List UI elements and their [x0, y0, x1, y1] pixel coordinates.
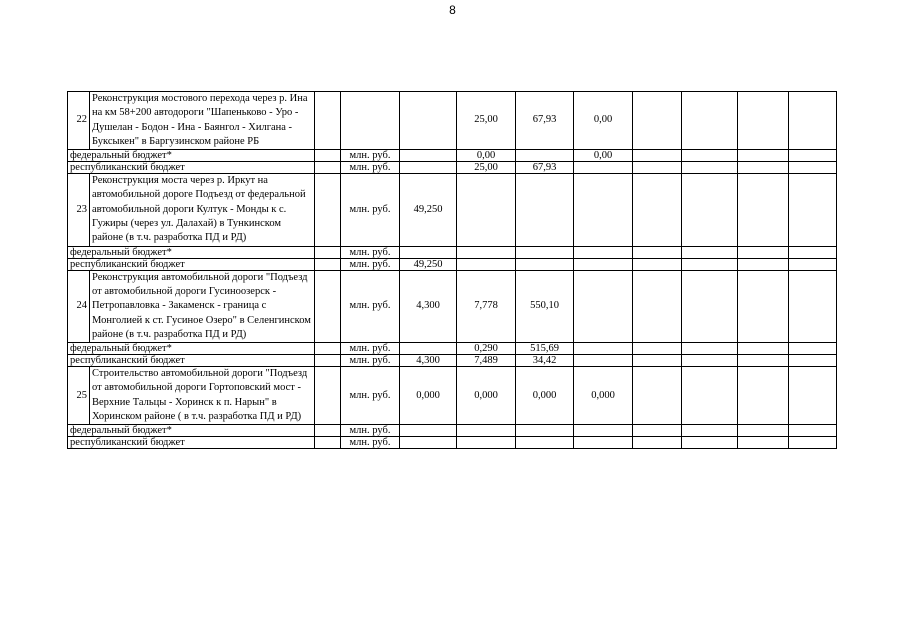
unit-cell: млн. руб.: [341, 343, 400, 355]
value-cell-4: [574, 343, 633, 355]
empty-cell: [682, 246, 738, 258]
empty-cell: [633, 258, 682, 270]
empty-cell: [789, 92, 837, 150]
empty-cell: [682, 174, 738, 246]
empty-cell: [633, 162, 682, 174]
empty-cell: [315, 162, 341, 174]
empty-cell: [682, 425, 738, 437]
empty-cell: [315, 270, 341, 342]
empty-cell: [315, 425, 341, 437]
unit-cell: млн. руб.: [341, 162, 400, 174]
value-cell-1: 0,000: [400, 367, 457, 425]
row-number: 22: [68, 92, 90, 150]
empty-cell: [738, 343, 789, 355]
table-row: [68, 343, 837, 355]
empty-cell: [738, 174, 789, 246]
value-cell-4: [574, 355, 633, 367]
empty-cell: [682, 162, 738, 174]
unit-cell: млн. руб.: [341, 355, 400, 367]
budget-source: федеральный бюджет*: [68, 343, 315, 355]
empty-cell: [633, 174, 682, 246]
empty-cell: [682, 355, 738, 367]
empty-cell: [789, 258, 837, 270]
empty-cell: [315, 258, 341, 270]
empty-cell: [315, 367, 341, 425]
empty-cell: [789, 246, 837, 258]
value-cell-1: 49,250: [400, 258, 457, 270]
value-cell-4: [574, 162, 633, 174]
empty-cell: [315, 437, 341, 449]
value-cell-2: 25,00: [457, 162, 516, 174]
empty-cell: [682, 437, 738, 449]
empty-cell: [738, 270, 789, 342]
empty-cell: [315, 174, 341, 246]
empty-cell: [738, 150, 789, 162]
table-row: [68, 437, 837, 449]
object-name: Реконструкция мостового перехода через р. Ина на км 58+200 автодороги "Шапеньково - Уро - Душелан - Бодон - Ина - Баянгол - Хилгана - Буксыкен" в Баргузинском районе РБ: [90, 92, 315, 150]
value-cell-1: [400, 246, 457, 258]
empty-cell: [633, 355, 682, 367]
empty-cell: [682, 92, 738, 150]
empty-cell: [789, 355, 837, 367]
empty-cell: [682, 150, 738, 162]
empty-cell: [789, 174, 837, 246]
unit-cell: млн. руб.: [341, 258, 400, 270]
table-row: [68, 174, 837, 246]
value-cell-2: 25,00: [457, 92, 516, 150]
row-number: 25: [68, 367, 90, 425]
unit-cell: млн. руб.: [341, 425, 400, 437]
unit-cell: млн. руб.: [341, 270, 400, 342]
value-cell-3: [516, 425, 574, 437]
empty-cell: [633, 246, 682, 258]
value-cell-3: [516, 246, 574, 258]
value-cell-4: [574, 425, 633, 437]
value-cell-3: 0,000: [516, 367, 574, 425]
value-cell-4: 0,00: [574, 150, 633, 162]
value-cell-4: 0,000: [574, 367, 633, 425]
table-row: [68, 367, 837, 425]
table-row: [68, 355, 837, 367]
empty-cell: [633, 367, 682, 425]
value-cell-1: [400, 437, 457, 449]
value-cell-3: [516, 174, 574, 246]
value-cell-4: [574, 246, 633, 258]
value-cell-3: [516, 150, 574, 162]
object-name: Строительство автомобильной дороги "Подъезд от автомобильной дороги Гортоповский мост - Верхние Тальцы - Хоринск к п. Нарын" в Хоринском районе ( в т.ч. разработка ПД и РД): [90, 367, 315, 425]
value-cell-3: 67,93: [516, 92, 574, 150]
empty-cell: [682, 258, 738, 270]
empty-cell: [315, 92, 341, 150]
empty-cell: [682, 343, 738, 355]
empty-cell: [738, 425, 789, 437]
empty-cell: [789, 270, 837, 342]
value-cell-2: 0,00: [457, 150, 516, 162]
empty-cell: [315, 150, 341, 162]
empty-cell: [315, 246, 341, 258]
empty-cell: [633, 437, 682, 449]
table-row: [68, 246, 837, 258]
empty-cell: [789, 425, 837, 437]
budget-source: республиканский бюджет: [68, 437, 315, 449]
value-cell-3: [516, 437, 574, 449]
value-cell-2: [457, 258, 516, 270]
value-cell-3: [516, 258, 574, 270]
value-cell-1: [400, 425, 457, 437]
value-cell-2: 7,489: [457, 355, 516, 367]
empty-cell: [738, 437, 789, 449]
value-cell-3: 34,42: [516, 355, 574, 367]
budget-source: федеральный бюджет*: [68, 150, 315, 162]
value-cell-1: [400, 92, 457, 150]
empty-cell: [682, 270, 738, 342]
row-number: 23: [68, 174, 90, 246]
budget-source: республиканский бюджет: [68, 258, 315, 270]
empty-cell: [789, 162, 837, 174]
empty-cell: [738, 92, 789, 150]
unit-cell: млн. руб.: [341, 174, 400, 246]
table-row: [68, 92, 837, 150]
object-name: Реконструкция автомобильной дороги "Подъезд от автомобильной дороги Гусиноозерск - Петропавловка - Закаменск - граница с Монголией к ст. Гусиное Озеро" в Селенгинском районе (в т.ч. разработка ПД и РД): [90, 270, 315, 342]
empty-cell: [633, 343, 682, 355]
empty-cell: [738, 258, 789, 270]
empty-cell: [738, 246, 789, 258]
budget-source: республиканский бюджет: [68, 162, 315, 174]
empty-cell: [738, 162, 789, 174]
empty-cell: [789, 343, 837, 355]
object-name: Реконструкция моста через р. Иркут на автомобильной дороге Подъезд от федеральной автомобильной дороги Култук - Монды к с. Гужиры (через ул. Далахай) в Тункинском районе (в т.ч. разработка ПД и РД): [90, 174, 315, 246]
empty-cell: [738, 355, 789, 367]
value-cell-2: 0,290: [457, 343, 516, 355]
row-number: 24: [68, 270, 90, 342]
value-cell-1: 49,250: [400, 174, 457, 246]
value-cell-2: [457, 437, 516, 449]
empty-cell: [633, 425, 682, 437]
empty-cell: [315, 355, 341, 367]
table-row: [68, 270, 837, 342]
value-cell-1: [400, 150, 457, 162]
value-cell-1: [400, 343, 457, 355]
value-cell-3: 550,10: [516, 270, 574, 342]
empty-cell: [789, 437, 837, 449]
unit-cell: млн. руб.: [341, 367, 400, 425]
empty-cell: [633, 150, 682, 162]
value-cell-2: [457, 246, 516, 258]
page-number: 8: [449, 3, 456, 17]
value-cell-1: [400, 162, 457, 174]
value-cell-4: [574, 258, 633, 270]
empty-cell: [789, 150, 837, 162]
empty-cell: [315, 343, 341, 355]
budget-source: федеральный бюджет*: [68, 425, 315, 437]
empty-cell: [633, 270, 682, 342]
value-cell-4: [574, 270, 633, 342]
value-cell-2: 7,778: [457, 270, 516, 342]
unit-cell: млн. руб.: [341, 150, 400, 162]
empty-cell: [682, 367, 738, 425]
value-cell-4: 0,00: [574, 92, 633, 150]
table-row: [68, 150, 837, 162]
table-row: [68, 425, 837, 437]
value-cell-2: [457, 174, 516, 246]
table-row: [68, 258, 837, 270]
empty-cell: [633, 92, 682, 150]
unit-cell: млн. руб.: [341, 437, 400, 449]
value-cell-2: [457, 425, 516, 437]
budget-source: федеральный бюджет*: [68, 246, 315, 258]
value-cell-2: 0,000: [457, 367, 516, 425]
empty-cell: [738, 367, 789, 425]
value-cell-1: 4,300: [400, 355, 457, 367]
table-row: [68, 162, 837, 174]
value-cell-1: 4,300: [400, 270, 457, 342]
budget-source: республиканский бюджет: [68, 355, 315, 367]
value-cell-3: 67,93: [516, 162, 574, 174]
unit-cell: млн. руб.: [341, 246, 400, 258]
value-cell-3: 515,69: [516, 343, 574, 355]
empty-cell: [789, 367, 837, 425]
value-cell-4: [574, 437, 633, 449]
unit-cell: [341, 92, 400, 150]
budget-table: [67, 91, 837, 449]
value-cell-4: [574, 174, 633, 246]
